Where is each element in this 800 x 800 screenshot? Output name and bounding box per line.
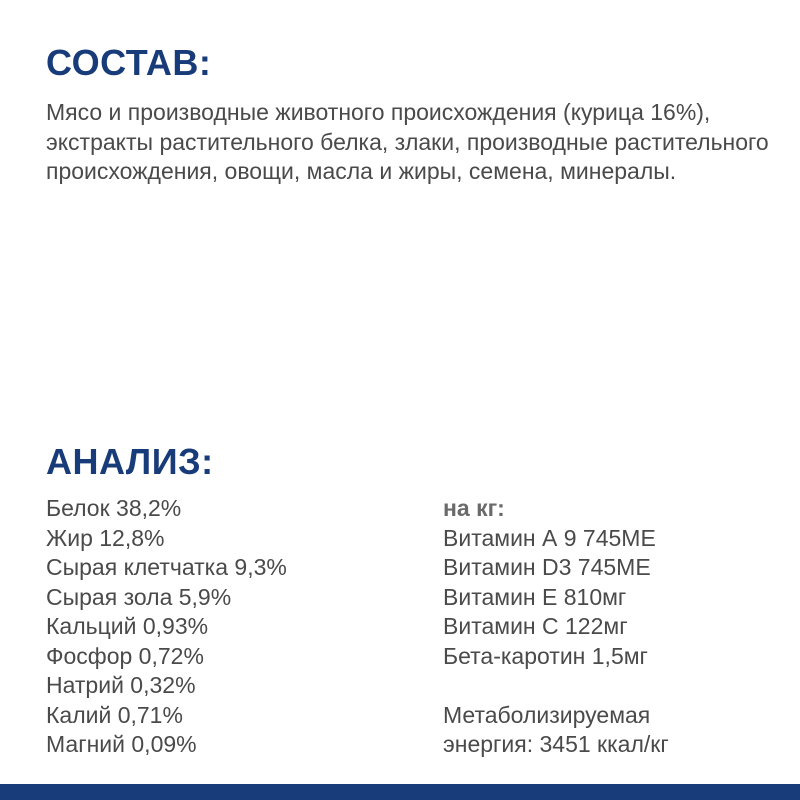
vitamin-e: Витамин Е 810мг — [443, 583, 627, 610]
bottom-bar — [0, 784, 800, 800]
vitamin-list — [443, 494, 783, 760]
nutrient-phosphorus: Фосфор 0,72% — [46, 642, 204, 669]
nutrient-protein: Белок 38,2% — [46, 495, 182, 521]
nutrient-fat: Жир 12,8% — [46, 524, 165, 551]
nutrient-sodium: Натрий 0,32% — [46, 672, 196, 698]
composition-heading: СОСТАВ: — [46, 42, 212, 83]
vitamin-a: Витамин А 9 745МЕ — [443, 524, 656, 551]
per-kg-label: на кг: — [443, 495, 505, 521]
nutrient-magnesium: Магний 0,09% — [46, 731, 197, 757]
nutrient-list — [46, 494, 406, 760]
beta-carotene: Бета-каротин 1,5мг — [443, 642, 648, 669]
composition-text: Мясо и производные животного происхождения (курица 16%), экстракты растительного белка, злаки, производные растительного происхождения, овощи, масла и жиры, семена, минералы. — [46, 99, 769, 184]
nutrient-potassium: Калий 0,71% — [46, 701, 183, 728]
list-spacer — [443, 671, 783, 701]
nutrient-crude-ash: Сырая зола 5,9% — [46, 583, 232, 610]
vitamin-d3: Витамин D3 745МЕ — [443, 554, 651, 580]
vitamin-c: Витамин С 122мг — [443, 613, 628, 639]
analysis-heading: АНАЛИЗ: — [46, 441, 214, 482]
nutrient-crude-fiber: Сырая клетчатка 9,3% — [46, 554, 287, 580]
energy-line-2: энергия: 3451 ккал/кг — [443, 731, 669, 757]
energy-line-1: Метаболизируемая — [443, 701, 651, 728]
nutrient-calcium: Кальций 0,93% — [46, 613, 209, 639]
